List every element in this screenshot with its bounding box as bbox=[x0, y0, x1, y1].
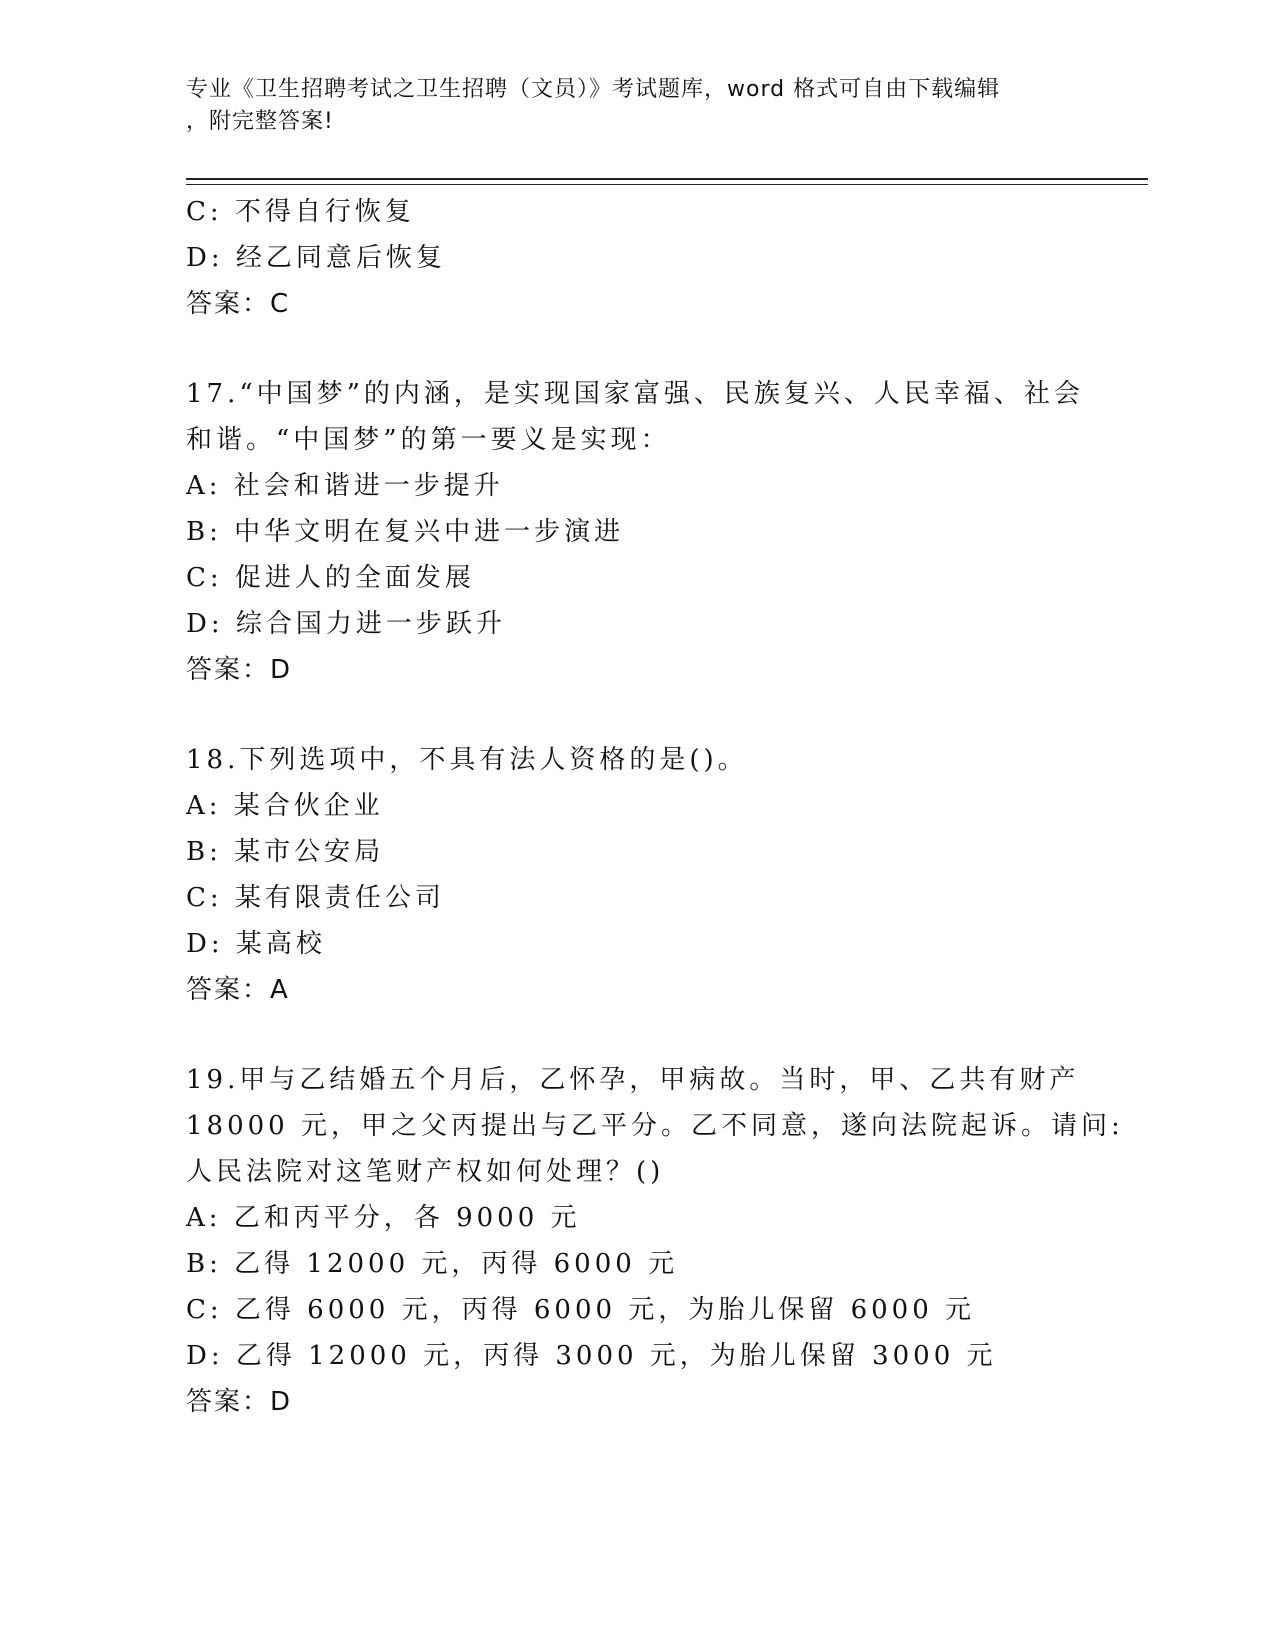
question-stem-line: 17.“中国梦”的内涵，是实现国家富强、民族复兴、人民幸福、社会 bbox=[186, 379, 1084, 409]
question-18 bbox=[186, 737, 1086, 1013]
answer-line: 答案：A bbox=[186, 975, 290, 1005]
question-stem-line: 18000 元，甲之父丙提出与乙平分。乙不同意，遂向法院起诉。请问: bbox=[186, 1111, 1124, 1141]
option-c: C: 乙得 6000 元，丙得 6000 元，为胎儿保留 6000 元 bbox=[186, 1295, 976, 1325]
header-divider-bottom bbox=[186, 184, 1148, 185]
option-d: D: 某高校 bbox=[186, 929, 326, 959]
answer-line: 答案：C bbox=[186, 289, 291, 319]
previous-question-tail bbox=[186, 189, 1086, 327]
option-b: B: 乙得 12000 元，丙得 6000 元 bbox=[186, 1249, 679, 1279]
answer-line: 答案：D bbox=[186, 655, 293, 685]
option-a: A: 乙和丙平分，各 9000 元 bbox=[186, 1203, 581, 1233]
question-stem-line: 人民法院对这笔财产权如何处理？() bbox=[186, 1157, 665, 1187]
question-spacer bbox=[186, 1013, 1086, 1057]
option-a: A: 某合伙企业 bbox=[186, 791, 384, 821]
header-line-1: 专业《卫生招聘考试之卫生招聘（文员）》考试题库，word 格式可自由下载编辑 bbox=[186, 77, 1001, 102]
option-d: D: 乙得 12000 元，丙得 3000 元，为胎儿保留 3000 元 bbox=[186, 1341, 997, 1371]
option-d: D: 经乙同意后恢复 bbox=[186, 243, 446, 273]
question-stem-line: 和谐。“中国梦”的第一要义是实现： bbox=[186, 425, 671, 455]
question-spacer bbox=[186, 693, 1086, 737]
page-header bbox=[186, 74, 1086, 138]
header-line-2: ，附完整答案! bbox=[186, 109, 334, 134]
option-b: B: 某市公安局 bbox=[186, 837, 385, 867]
question-content bbox=[186, 189, 1124, 1425]
option-c: C: 不得自行恢复 bbox=[186, 197, 415, 227]
option-c: C: 某有限责任公司 bbox=[186, 883, 445, 913]
option-a: A: 社会和谐进一步提升 bbox=[186, 471, 504, 501]
option-d: D: 综合国力进一步跃升 bbox=[186, 609, 506, 639]
answer-line: 答案：D bbox=[186, 1387, 293, 1417]
question-19 bbox=[186, 1057, 1124, 1425]
header-divider-top bbox=[186, 178, 1148, 180]
option-c: C: 促进人的全面发展 bbox=[186, 563, 475, 593]
question-stem-line: 18.下列选项中，不具有法人资格的是()。 bbox=[186, 745, 748, 775]
option-b: B: 中华文明在复兴中进一步演进 bbox=[186, 517, 625, 547]
question-stem-line: 19.甲与乙结婚五个月后，乙怀孕，甲病故。当时，甲、乙共有财产 bbox=[186, 1065, 1080, 1095]
question-spacer bbox=[186, 327, 1086, 371]
question-17 bbox=[186, 371, 1086, 693]
